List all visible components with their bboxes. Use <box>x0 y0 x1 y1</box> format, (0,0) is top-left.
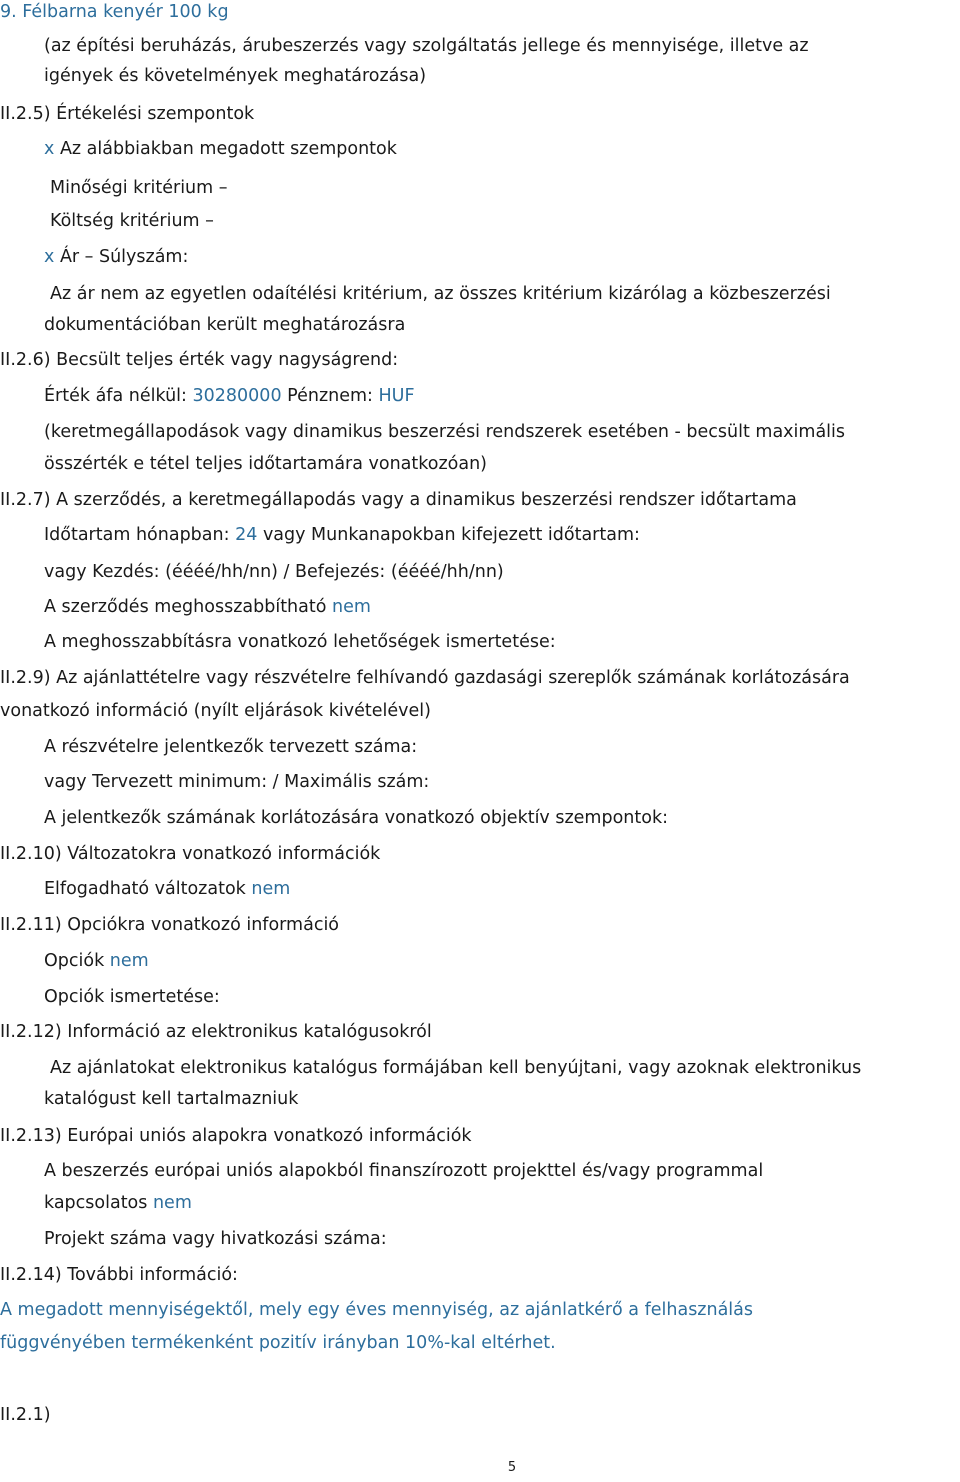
item-title: 9. Félbarna kenyér 100 kg <box>0 2 229 22</box>
variants-value: nem <box>251 879 291 899</box>
value-label: Érték áfa nélkül: <box>44 386 187 406</box>
currency-value: HUF <box>378 386 415 406</box>
criteria-option-given <box>44 137 397 161</box>
eu-funds-label: kapcsolatos <box>44 1193 148 1213</box>
options-row <box>44 949 149 973</box>
section-heading-2214: II.2.14) További információ: <box>0 1265 238 1285</box>
catalogue-line2: katalógust kell tartalmazniuk <box>44 1089 299 1109</box>
section-heading-229-line1: II.2.9) Az ajánlattételre vagy részvételre felhívandó gazdasági szereplők számának korlátozására <box>0 668 850 688</box>
value-note-line1: (keretmegállapodások vagy dinamikus beszerzési rendszerek esetében - becsült maximális <box>44 422 846 442</box>
renewal-label: A szerződés meghosszabbítható <box>44 597 327 617</box>
project-number: Projekt száma vagy hivatkozási száma: <box>44 1229 387 1249</box>
section-heading-2211: II.2.11) Opciókra vonatkozó információ <box>0 915 340 935</box>
eu-funds-value: nem <box>152 1193 192 1213</box>
value-note-line2: összérték e tétel teljes időtartamára vonatkozóan) <box>44 454 488 474</box>
scope-desc-line1: (az építési beruházás, árubeszerzés vagy szolgáltatás jellege és mennyisége, illetve az <box>44 36 809 56</box>
eu-funds-line1: A beszerzés európai uniós alapokból finanszírozott projekttel és/vagy programmal <box>44 1161 764 1181</box>
duration-days-label: vagy Munkanapokban kifejezett időtartam: <box>262 525 640 545</box>
section-heading-2210: II.2.10) Változatokra vonatkozó információk <box>0 844 381 864</box>
checked-mark: x <box>44 247 55 267</box>
value-amount: 30280000 <box>192 386 282 406</box>
duration-months-value: 24 <box>235 525 258 545</box>
catalogue-line1: Az ajánlatokat elektronikus katalógus formájában kell benyújtani, vagy azoknak elektronikus <box>50 1058 862 1078</box>
checked-mark: x <box>44 139 55 159</box>
section-heading-2213: II.2.13) Európai uniós alapokra vonatkozó információk <box>0 1126 472 1146</box>
quality-criterion: Minőségi kritérium – <box>50 178 228 198</box>
page-number: 5 <box>507 1460 517 1475</box>
section-heading-2212: II.2.12) Információ az elektronikus katalógusokról <box>0 1022 432 1042</box>
section-heading-229-line2: vonatkozó információ (nyílt eljárások kivételével) <box>0 701 431 721</box>
additional-info-line1: A megadott mennyiségektől, mely egy éves mennyiség, az ajánlatkérő a felhasználás <box>0 1300 754 1320</box>
section-heading-227: II.2.7) A szerződés, a keretmegállapodás vagy a dinamikus beszerzési rendszer időtartama <box>0 490 797 510</box>
additional-info-line2: függvényében termékenként pozitív irányban 10%-kal eltérhet. <box>0 1333 556 1353</box>
price-note-line1: Az ár nem az egyetlen odaítélési kritérium, az összes kritérium kizárólag a közbeszerzési <box>50 284 831 304</box>
duration-row <box>44 523 640 547</box>
section-heading-221: II.2.1) <box>0 1405 51 1425</box>
renewal-row <box>44 595 371 619</box>
price-criterion <box>44 245 188 269</box>
currency-label: Pénznem: <box>287 386 373 406</box>
candidates-criteria: A jelentkezők számának korlátozására vonatkozó objektív szempontok: <box>44 808 668 828</box>
scope-desc-line2: igények és követelmények meghatározása) <box>44 66 427 86</box>
planned-candidates: A részvételre jelentkezők tervezett száma: <box>44 737 418 757</box>
variants-label: Elfogadható változatok <box>44 879 246 899</box>
criteria-option-label: Az alábbiakban megadott szempontok <box>59 139 397 159</box>
options-label: Opciók <box>44 951 105 971</box>
cost-criterion: Költség kritérium – <box>50 211 214 231</box>
duration-dates: vagy Kezdés: (éééé/hh/nn) / Befejezés: (éééé/hh/nn) <box>44 562 504 582</box>
candidates-minmax: vagy Tervezett minimum: / Maximális szám: <box>44 772 430 792</box>
renewal-description: A meghosszabbításra vonatkozó lehetőségek ismertetése: <box>44 632 556 652</box>
price-weight-label: Ár – Súlyszám: <box>59 247 189 267</box>
price-note-line2: dokumentációban került meghatározásra <box>44 315 406 335</box>
eu-funds-row <box>44 1191 192 1215</box>
renewal-value: nem <box>332 597 371 617</box>
duration-months-label: Időtartam hónapban: <box>44 525 230 545</box>
options-description: Opciók ismertetése: <box>44 987 220 1007</box>
section-heading-226: II.2.6) Becsült teljes érték vagy nagyságrend: <box>0 350 399 370</box>
variants-row <box>44 877 290 901</box>
section-heading-225: II.2.5) Értékelési szempontok <box>0 104 255 124</box>
estimated-value-row <box>44 384 415 408</box>
options-value: nem <box>109 951 149 971</box>
